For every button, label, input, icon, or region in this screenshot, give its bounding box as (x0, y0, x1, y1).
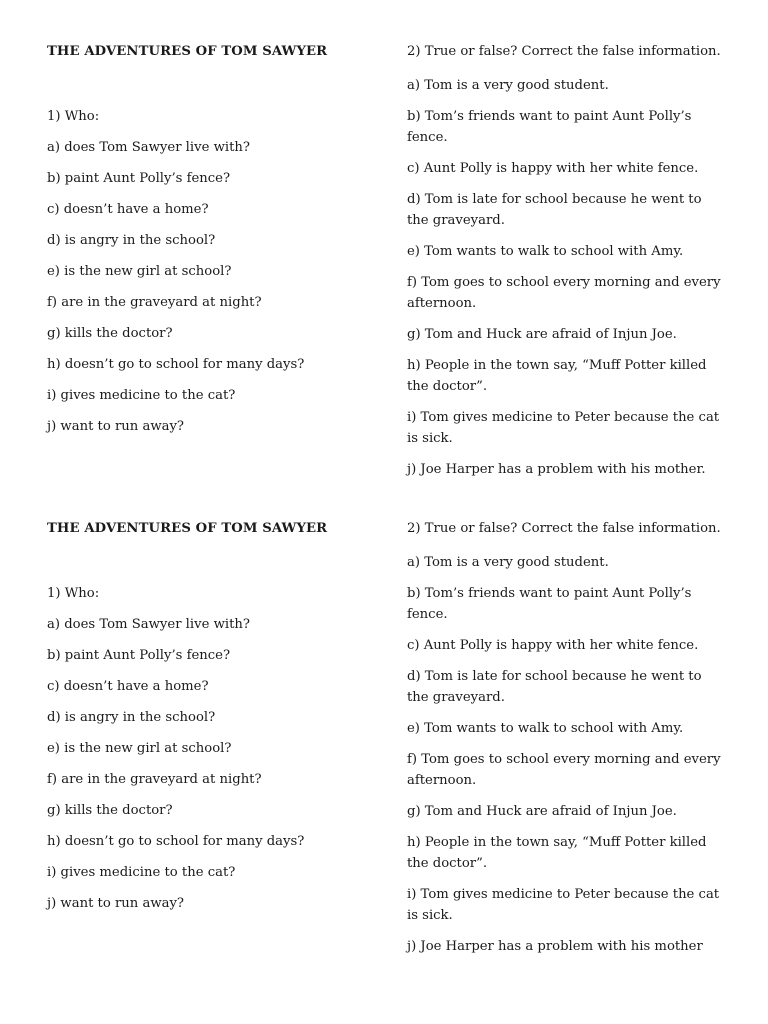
worksheet-title: THE ADVENTURES OF TOM SAWYER (47, 44, 328, 59)
who-question: e) is the new girl at school? (47, 264, 232, 279)
true-false-statement: a) Tom is a very good student. (407, 555, 609, 570)
who-question: d) is angry in the school? (47, 233, 216, 248)
who-question: d) is angry in the school? (47, 710, 216, 725)
true-false-statement: i) Tom gives medicine to Peter because the cat is sick. (407, 410, 720, 446)
true-false-statement: d) Tom is late for school because he went to the graveyard. (407, 669, 702, 705)
who-question: j) want to run away? (47, 896, 185, 911)
who-question: e) is the new girl at school? (47, 741, 232, 756)
true-false-statement: j) Joe Harper has a problem with his mother. (407, 462, 706, 477)
who-question: i) gives medicine to the cat? (47, 388, 236, 403)
who-question: i) gives medicine to the cat? (47, 865, 236, 880)
true-false-heading: 2) True or false? Correct the false information. (407, 521, 721, 536)
who-heading: 1) Who: (47, 109, 100, 124)
who-question: b) paint Aunt Polly’s fence? (47, 648, 231, 663)
who-question-list (47, 617, 304, 927)
true-false-heading: 2) True or false? Correct the false information. (407, 44, 721, 59)
who-question: j) want to run away? (47, 419, 185, 434)
who-question: h) doesn’t go to school for many days? (47, 834, 305, 849)
who-question: a) does Tom Sawyer live with? (47, 140, 250, 155)
true-false-statement: e) Tom wants to walk to school with Amy. (407, 244, 684, 259)
who-question: g) kills the doctor? (47, 803, 173, 818)
true-false-statement: c) Aunt Polly is happy with her white fence. (407, 161, 699, 176)
who-question: h) doesn’t go to school for many days? (47, 357, 305, 372)
who-question: g) kills the doctor? (47, 326, 173, 341)
true-false-statement: f) Tom goes to school every morning and every afternoon. (407, 752, 721, 788)
who-question: f) are in the graveyard at night? (47, 295, 262, 310)
true-false-statement: h) People in the town say, “Muff Potter killed the doctor”. (407, 835, 707, 871)
who-question: c) doesn’t have a home? (47, 202, 209, 217)
who-heading: 1) Who: (47, 586, 100, 601)
true-false-statement: h) People in the town say, “Muff Potter killed the doctor”. (407, 358, 707, 394)
who-question: c) doesn’t have a home? (47, 679, 209, 694)
true-false-statement: j) Joe Harper has a problem with his mother (407, 939, 703, 954)
worksheet-title: THE ADVENTURES OF TOM SAWYER (47, 521, 328, 536)
true-false-statement: b) Tom’s friends want to paint Aunt Polly’s fence. (407, 586, 692, 622)
true-false-statement: d) Tom is late for school because he went to the graveyard. (407, 192, 702, 228)
true-false-statement-list (407, 552, 725, 967)
who-question: b) paint Aunt Polly’s fence? (47, 171, 231, 186)
true-false-statement: e) Tom wants to walk to school with Amy. (407, 721, 684, 736)
true-false-statement: b) Tom’s friends want to paint Aunt Polly’s fence. (407, 109, 692, 145)
who-question-list (47, 140, 304, 450)
true-false-statement: g) Tom and Huck are afraid of Injun Joe. (407, 327, 677, 342)
true-false-statement: g) Tom and Huck are afraid of Injun Joe. (407, 804, 677, 819)
true-false-statement: i) Tom gives medicine to Peter because the cat is sick. (407, 887, 720, 923)
who-question: f) are in the graveyard at night? (47, 772, 262, 787)
true-false-statement: f) Tom goes to school every morning and every afternoon. (407, 275, 721, 311)
true-false-statement: c) Aunt Polly is happy with her white fence. (407, 638, 699, 653)
true-false-statement-list (407, 75, 725, 490)
who-question: a) does Tom Sawyer live with? (47, 617, 250, 632)
true-false-statement: a) Tom is a very good student. (407, 78, 609, 93)
